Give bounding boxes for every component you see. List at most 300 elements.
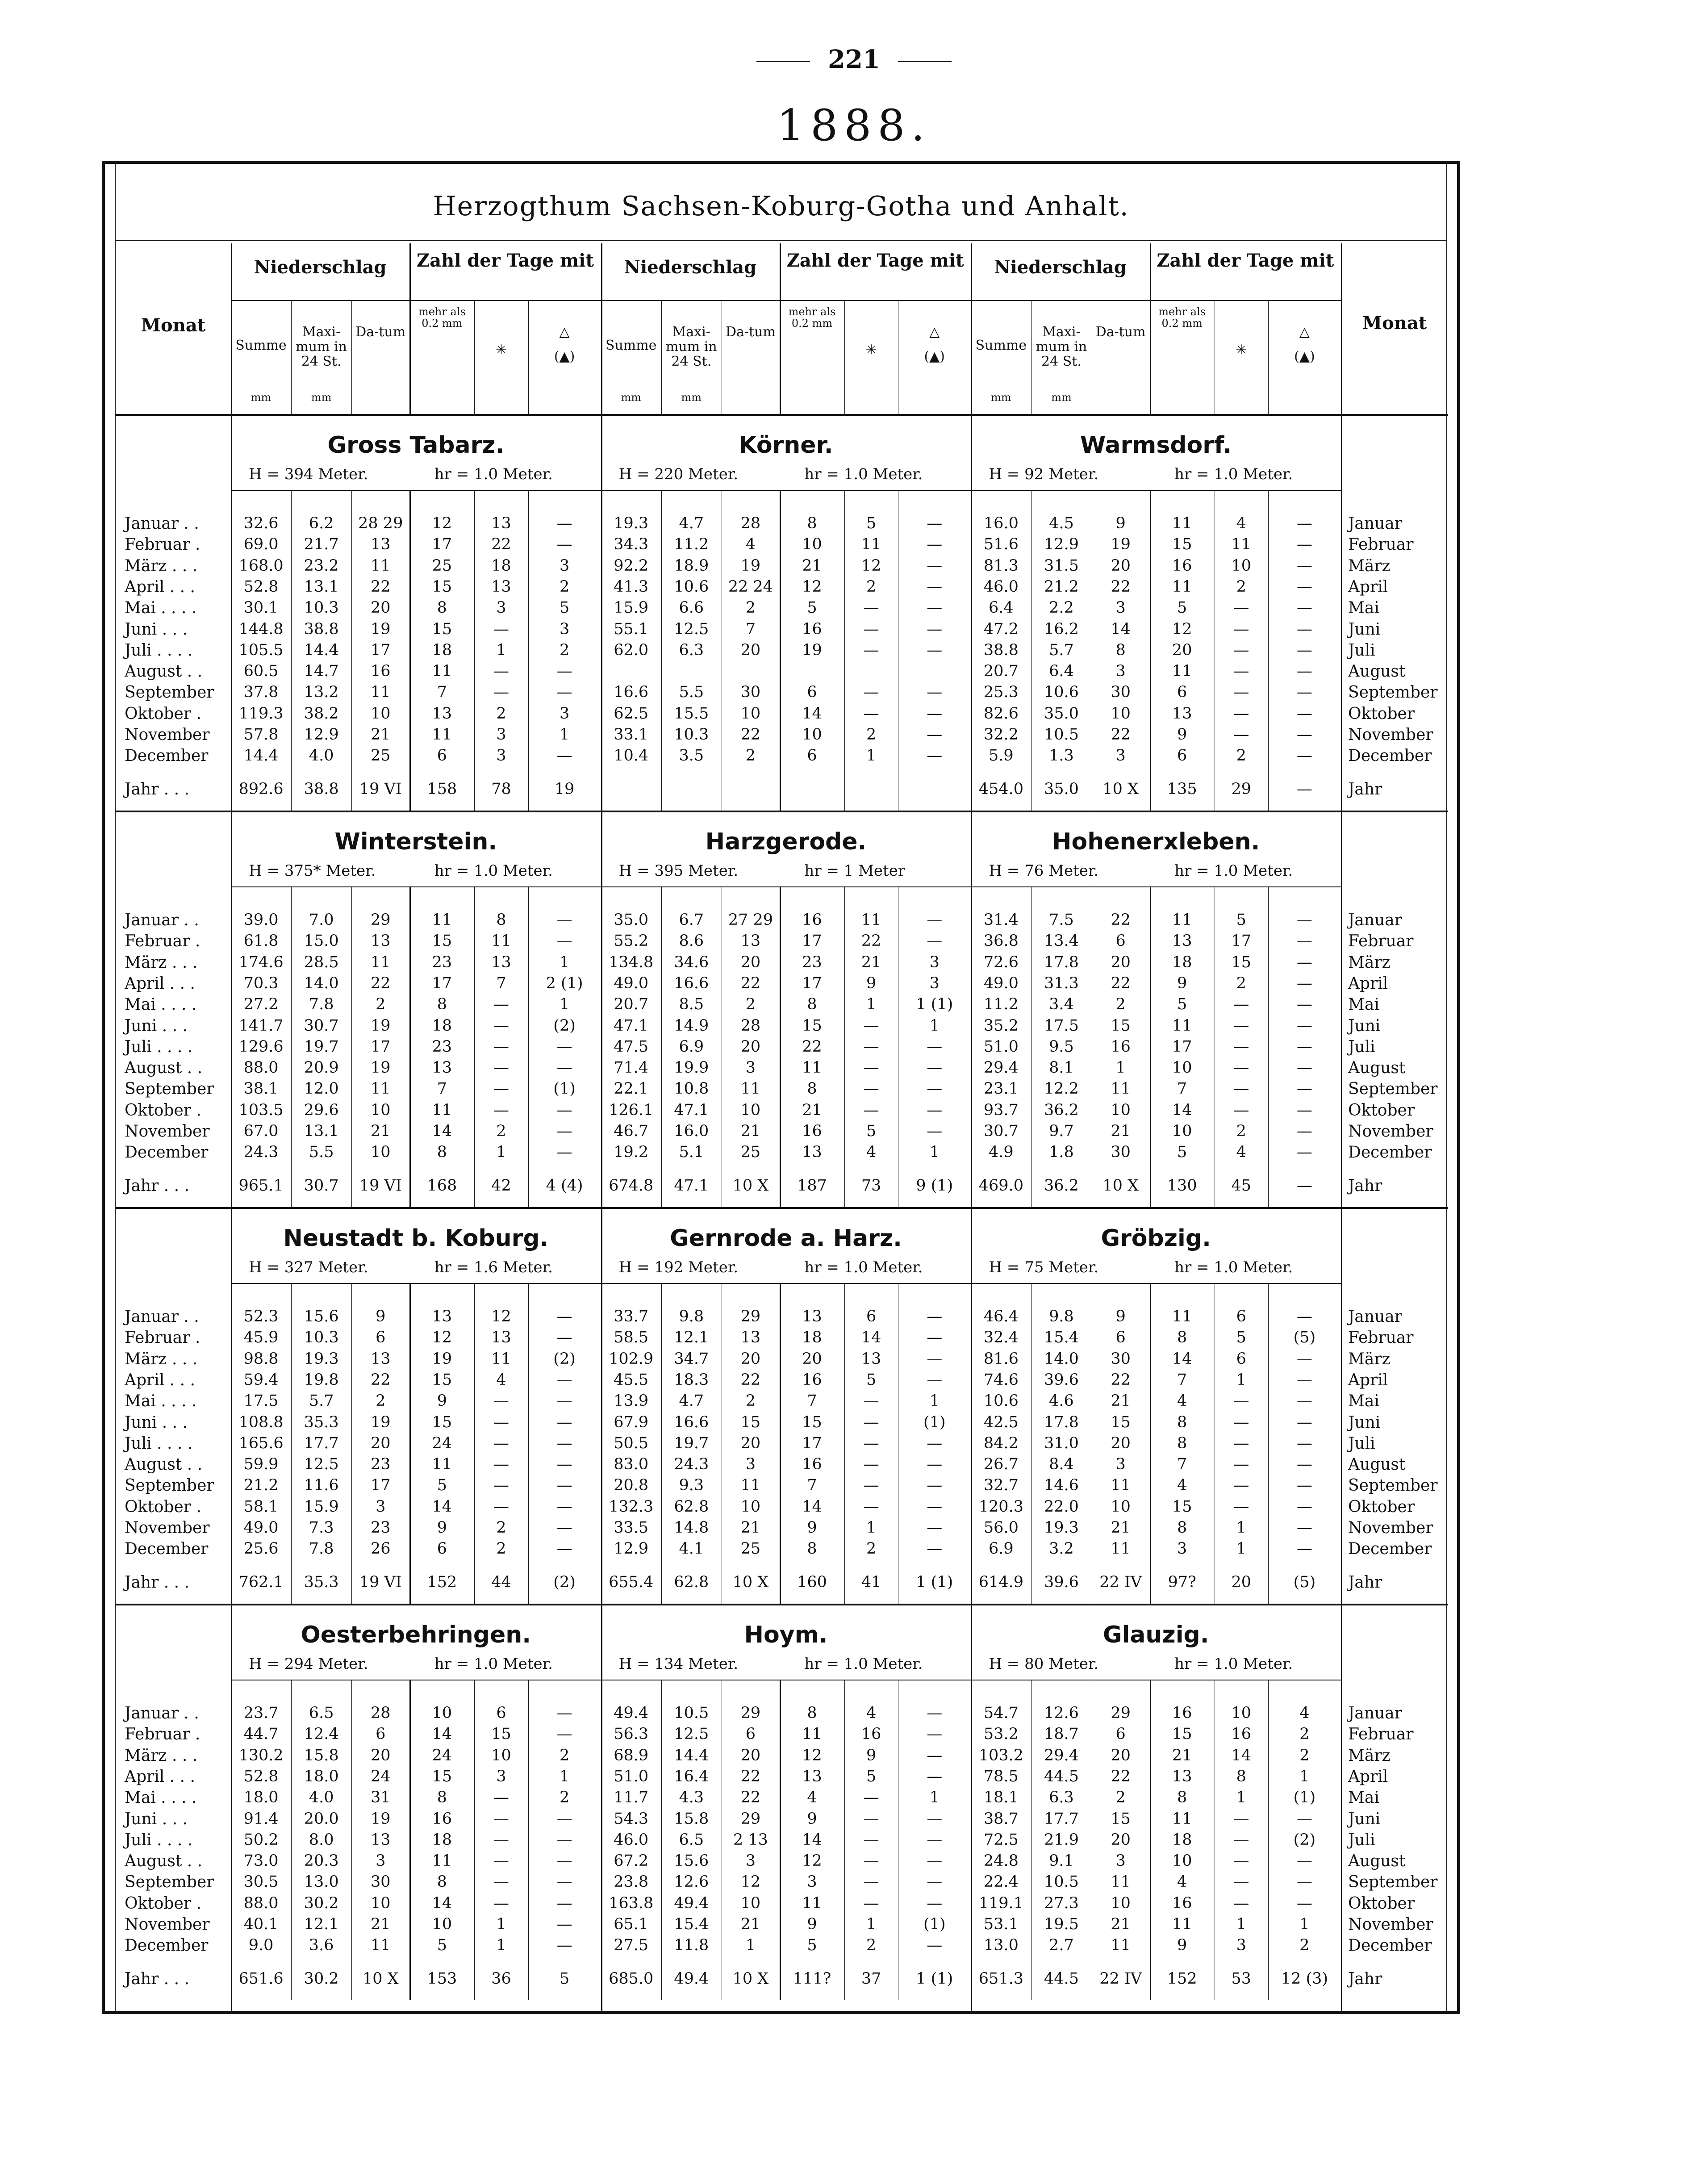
month-label-right: März [1348, 1746, 1391, 1765]
table-cell: 98.8 [243, 1350, 279, 1368]
table-cell: 10 [1231, 556, 1252, 575]
month-label-left: April . . . [125, 974, 195, 993]
table-cell: 3 [1115, 662, 1126, 681]
table-cell: 15 [1231, 953, 1252, 971]
table-cell: 24 [432, 1746, 452, 1764]
month-label-left: Januar . . [125, 911, 199, 929]
table-cell: 10 [432, 1915, 452, 1933]
table-cell: 60.5 [243, 662, 279, 681]
table-cell: 10 [370, 1143, 391, 1162]
unit-mm: mm [311, 391, 332, 404]
month-label-right: Februar [1348, 535, 1414, 554]
table-cell: 15.0 [304, 932, 339, 950]
table-cell: 2 [866, 726, 877, 744]
table-cell: — [1296, 1476, 1312, 1495]
table-cell: 119.1 [978, 1894, 1023, 1912]
table-cell: 11 [802, 1894, 822, 1912]
table-cell: 3 [745, 1852, 756, 1870]
table-cell: 12 [491, 1308, 511, 1325]
jahr-cell: 19 VI [359, 1573, 402, 1591]
table-cell: 12.5 [674, 620, 709, 638]
table-cell: 9.7 [1049, 1122, 1074, 1140]
table-cell: 1 [559, 995, 570, 1014]
table-cell: 15.9 [614, 599, 649, 617]
jahr-cell: 152 [1167, 1970, 1197, 1988]
table-cell: — [1233, 995, 1249, 1014]
table-cell: — [927, 1371, 943, 1389]
jahr-cell: 44.5 [1044, 1970, 1079, 1988]
table-cell: 4.0 [309, 747, 334, 765]
table-cell: 20 [1111, 1746, 1131, 1764]
table-cell: 14 [432, 1497, 452, 1516]
table-cell: 25.3 [983, 683, 1019, 702]
table-cell: 21 [1172, 1746, 1192, 1764]
table-cell: 49.0 [983, 974, 1019, 992]
table-cell: 47.1 [614, 1016, 649, 1035]
table-cell: — [1296, 1392, 1312, 1410]
table-cell: 2 [559, 1789, 570, 1807]
table-cell: 28 [740, 514, 761, 532]
table-cell: 10 [740, 1497, 761, 1516]
jahr-cell: — [1296, 1177, 1312, 1195]
table-cell: 8 [437, 1143, 447, 1162]
table-cell: 11 [370, 1936, 391, 1955]
table-cell: 20.7 [983, 662, 1019, 681]
table-cell: 5 [1236, 1329, 1246, 1347]
table-cell: 8 [437, 995, 447, 1014]
table-cell: 30 [740, 683, 761, 702]
table-cell: 59.4 [243, 1371, 279, 1389]
table-cell: 35.2 [983, 1016, 1019, 1035]
month-label-right: April [1348, 974, 1388, 993]
table-cell: — [493, 1497, 509, 1516]
table-cell: — [863, 1392, 879, 1410]
table-cell: 44.5 [1044, 1767, 1079, 1785]
table-cell: 25 [740, 1540, 761, 1558]
table-cell: 11 [1172, 1308, 1192, 1325]
table-cell: 2 [376, 995, 386, 1014]
table-cell: 11 [1172, 911, 1192, 929]
jahr-cell: 19 VI [359, 1177, 402, 1195]
table-cell: 22 [370, 577, 391, 596]
table-cell: 19.8 [304, 1371, 339, 1389]
table-cell: 25 [432, 556, 452, 575]
table-cell: 2 [1236, 577, 1246, 596]
table-cell: 30.7 [304, 1016, 339, 1035]
table-cell: 8.0 [309, 1831, 334, 1849]
table-cell: 11.6 [304, 1476, 339, 1495]
table-cell: — [1296, 662, 1312, 681]
table-cell: 7 [1177, 1371, 1187, 1389]
table-cell: 20 [1111, 953, 1131, 971]
table-cell: 6.7 [679, 911, 704, 929]
table-cell: 4 [1177, 1392, 1187, 1410]
table-cell: 2 13 [733, 1831, 768, 1849]
month-label-right: April [1348, 577, 1388, 596]
station-hr: hr = 1.0 Meter. [1174, 465, 1293, 483]
table-cell: 17.5 [1044, 1016, 1079, 1035]
month-label-left: April . . . [125, 1767, 195, 1786]
table-cell: — [1296, 1852, 1312, 1870]
table-cell: 9.8 [679, 1308, 704, 1325]
table-cell: 22 [802, 1037, 822, 1056]
table-cell: 27.5 [614, 1936, 649, 1955]
table-cell: 19 [370, 1059, 391, 1077]
month-label-right: August [1348, 662, 1406, 681]
table-cell: 20 [1111, 1831, 1131, 1849]
table-cell: — [927, 1725, 943, 1743]
table-cell: 16 [432, 1810, 452, 1828]
table-cell: 3 [929, 953, 940, 971]
snow-header: ✳ [865, 342, 877, 358]
hail-header: △ [1299, 324, 1310, 340]
table-cell: 5.1 [679, 1143, 704, 1162]
month-label-left: September [125, 1873, 214, 1892]
table-cell: 14.7 [304, 662, 339, 681]
year-heading: 1888. [777, 100, 931, 150]
jahr-cell: 22 IV [1099, 1573, 1142, 1591]
table-cell: 11 [370, 556, 391, 575]
table-cell: 8 [1177, 1789, 1187, 1807]
table-cell: 35.3 [304, 1413, 339, 1431]
station-sub-rule [601, 1283, 971, 1284]
table-cell: 72.6 [983, 953, 1019, 971]
zahl-der-tage-header: Zahl der Tage mit [1157, 250, 1334, 271]
table-cell: 7.8 [309, 1540, 334, 1558]
hail-paren: (▲) [554, 349, 575, 364]
table-cell: 1 [1236, 1915, 1246, 1933]
table-cell: 1 [866, 995, 877, 1014]
table-cell: — [1233, 704, 1249, 723]
table-cell: — [927, 514, 943, 532]
table-cell: 3 [496, 726, 506, 744]
table-cell: 14.9 [674, 1016, 709, 1035]
table-cell: (1) [923, 1413, 946, 1431]
table-cell: 6 [807, 683, 817, 702]
maximum-header: Maxi-mum in 24 St. [296, 324, 347, 369]
table-cell: 21 [370, 1915, 391, 1933]
month-label-left: December [125, 1936, 209, 1955]
table-cell: 38.7 [983, 1810, 1019, 1828]
table-cell: 11 [1111, 1936, 1131, 1955]
hail-paren: (▲) [1294, 349, 1315, 364]
table-cell: 22 [861, 932, 881, 950]
table-cell: — [556, 747, 572, 765]
table-cell: 11 [1172, 1915, 1192, 1933]
table-cell: 15.4 [1044, 1329, 1079, 1347]
table-cell: — [493, 1080, 509, 1098]
month-label-left: December [125, 1143, 209, 1162]
table-cell: 21 [740, 1519, 761, 1537]
jahr-cell: 37 [861, 1970, 881, 1988]
table-cell: — [556, 1101, 572, 1119]
table-cell: 1 [1299, 1767, 1310, 1785]
table-cell: 19.5 [1044, 1915, 1079, 1933]
table-cell: 7.3 [309, 1519, 334, 1537]
table-cell: 10.6 [674, 577, 709, 596]
table-cell: — [1296, 556, 1312, 575]
table-cell: — [1296, 1037, 1312, 1056]
table-cell: 4 [745, 535, 756, 554]
table-cell: 8.6 [679, 932, 704, 950]
jahr-cell: 97? [1168, 1573, 1196, 1591]
summe-header: Summe [605, 338, 657, 353]
table-cell: 20 [740, 1350, 761, 1368]
station-name: Gröbzig. [1101, 1225, 1211, 1252]
table-cell: 3.5 [679, 747, 704, 765]
table-cell: (2) [553, 1016, 576, 1035]
table-cell: — [1296, 577, 1312, 596]
station-name: Oesterbehringen. [301, 1622, 531, 1648]
unit-mm: mm [251, 391, 271, 404]
table-cell: 11 [491, 1350, 511, 1368]
table-cell: 6 [1115, 932, 1126, 950]
snow-header: ✳ [495, 342, 507, 358]
table-cell: 18 [1172, 953, 1192, 971]
table-cell: 11 [1231, 535, 1252, 554]
table-cell: 61.8 [243, 932, 279, 950]
table-cell: 17.7 [1044, 1810, 1079, 1828]
jahr-cell: 130 [1167, 1177, 1197, 1195]
table-cell: 6 [437, 747, 447, 765]
table-cell: — [1233, 683, 1249, 702]
hail-header: △ [929, 324, 940, 340]
table-cell: 2 [1236, 747, 1246, 765]
month-label-left: Mai . . . . [125, 599, 197, 618]
jahr-cell: 45 [1231, 1177, 1252, 1195]
station-sub-rule [231, 490, 601, 491]
table-cell: 1 [929, 1143, 940, 1162]
jahr-cell: 168 [427, 1177, 457, 1195]
table-cell: 15 [432, 620, 452, 638]
jahr-cell: 29 [1231, 780, 1252, 798]
table-cell: — [927, 1540, 943, 1558]
jahr-cell: 614.9 [978, 1573, 1023, 1591]
table-cell: — [493, 1810, 509, 1828]
table-cell: — [1296, 1810, 1312, 1828]
table-cell: 9 [807, 1519, 817, 1537]
table-cell: 2 [496, 1540, 506, 1558]
table-cell: — [1296, 747, 1312, 765]
table-cell: 67.2 [614, 1852, 649, 1870]
table-cell: 36.8 [983, 932, 1019, 950]
table-cell: 51.0 [614, 1767, 649, 1785]
table-cell: — [1296, 911, 1312, 929]
table-cell: — [927, 1852, 943, 1870]
jahr-cell: 10 X [1102, 780, 1139, 798]
table-cell: 20 [1172, 641, 1192, 659]
station-hr: hr = 1.0 Meter. [1174, 1655, 1293, 1673]
table-cell: 27 29 [728, 911, 773, 929]
month-label-left: November [125, 1915, 210, 1934]
table-cell: 81.6 [983, 1350, 1019, 1368]
table-cell: 6.6 [679, 599, 704, 617]
unit-mm: mm [621, 391, 641, 404]
table-cell: 23.2 [304, 556, 339, 575]
table-cell: 10 [370, 704, 391, 723]
station-sub-rule [601, 490, 971, 491]
table-cell: — [1296, 953, 1312, 971]
month-label-right: December [1348, 1540, 1432, 1559]
jahr-cell: 9 (1) [916, 1177, 953, 1195]
table-cell: 18 [491, 556, 511, 575]
table-cell: 7 [807, 1476, 817, 1495]
station-hr: hr = 1.6 Meter. [434, 1258, 553, 1276]
table-cell: 21 [1111, 1122, 1131, 1140]
station-name: Warmsdorf. [1080, 432, 1232, 459]
station-height: H = 375* Meter. [249, 862, 376, 880]
table-cell: — [1233, 1434, 1249, 1452]
table-cell: 4 [866, 1143, 877, 1162]
table-cell: — [556, 1434, 572, 1452]
table-cell: 14 [1231, 1746, 1252, 1764]
station-hr: hr = 1.0 Meter. [434, 862, 553, 880]
table-cell: 105.5 [238, 641, 284, 659]
table-cell: 24.8 [983, 1852, 1019, 1870]
station-name: Körner. [739, 432, 833, 459]
table-cell: 11.8 [674, 1936, 709, 1955]
table-cell: 13 [432, 1308, 452, 1325]
table-cell: 7 [807, 1392, 817, 1410]
table-cell: 10 [802, 535, 822, 554]
table-cell: 19.9 [674, 1059, 709, 1077]
station-hr: hr = 1.0 Meter. [804, 465, 923, 483]
header-bottom-rule [116, 414, 1448, 416]
table-cell: 22 [1111, 974, 1131, 992]
table-cell: 5.5 [679, 683, 704, 702]
table-cell: 22 [740, 1371, 761, 1389]
table-cell: 22 24 [728, 577, 773, 596]
table-cell: 6.9 [989, 1540, 1014, 1558]
table-cell: 16 [802, 620, 822, 638]
jahr-cell: — [1296, 780, 1312, 798]
table-cell: 6 [437, 1540, 447, 1558]
jahr-cell: 685.0 [609, 1970, 654, 1988]
table-cell: 11 [1111, 1540, 1131, 1558]
table-cell: 16 [1172, 1704, 1192, 1722]
table-cell: 27.3 [1044, 1894, 1079, 1912]
table-cell: 5 [1177, 599, 1187, 617]
table-cell: — [1296, 726, 1312, 744]
title-rule [116, 240, 1446, 241]
table-cell: — [556, 1122, 572, 1140]
table-cell: 15.5 [674, 704, 709, 723]
station-sub-rule [971, 1283, 1341, 1284]
table-cell: — [1233, 1413, 1249, 1431]
jahr-cell: 35.0 [1044, 780, 1079, 798]
table-cell: — [927, 1434, 943, 1452]
month-label-right: Februar [1348, 932, 1414, 951]
table-cell: 22 [370, 974, 391, 992]
table-cell: — [1296, 1308, 1312, 1325]
table-cell: 2 [866, 577, 877, 596]
station-name: Harzgerode. [705, 828, 867, 855]
table-cell: 27.2 [243, 995, 279, 1014]
table-cell: — [1233, 599, 1249, 617]
table-cell: 47.2 [983, 620, 1019, 638]
table-cell: 13 [432, 1059, 452, 1077]
month-label-right: Mai [1348, 1392, 1379, 1411]
table-cell: — [493, 1873, 509, 1891]
unit-mm: mm [681, 391, 702, 404]
table-cell: 4 [1236, 514, 1246, 532]
table-cell: 88.0 [243, 1894, 279, 1912]
jahr-cell: 111? [793, 1970, 831, 1988]
table-cell: 6.9 [679, 1037, 704, 1056]
station-name: Hohenerxleben. [1052, 828, 1260, 855]
table-cell: 30 [1111, 1143, 1131, 1162]
table-cell: 59.9 [243, 1455, 279, 1474]
table-cell: 2.2 [1049, 599, 1074, 617]
table-cell: 10.5 [1044, 726, 1079, 744]
table-cell: — [1233, 1037, 1249, 1056]
month-label-left: Februar . [125, 1329, 200, 1347]
month-label-right: September [1348, 1873, 1438, 1892]
table-cell: (1) [923, 1915, 946, 1933]
table-cell: 15.4 [674, 1915, 709, 1933]
table-cell: 12.6 [1044, 1704, 1079, 1722]
table-cell: 11 [370, 953, 391, 971]
table-cell: 8 [437, 1789, 447, 1807]
table-cell: 62.0 [614, 641, 649, 659]
table-cell: 11 [1111, 1873, 1131, 1891]
table-cell: — [493, 1392, 509, 1410]
jahr-cell: 30.7 [304, 1177, 339, 1195]
table-cell: 1 [866, 747, 877, 765]
table-cell: — [927, 535, 943, 554]
table-cell: 32.4 [983, 1329, 1019, 1347]
month-label-left: Juli . . . . [125, 641, 193, 660]
table-cell: 33.5 [614, 1519, 649, 1537]
month-label-left: Oktober . [125, 1497, 201, 1516]
table-cell: 1 [745, 1936, 756, 1955]
table-cell: 29 [740, 1704, 761, 1722]
table-cell: 6 [1236, 1350, 1246, 1368]
table-cell: 8 [1236, 1767, 1246, 1785]
table-cell: 9 [376, 1308, 386, 1325]
table-cell: 20.8 [614, 1476, 649, 1495]
table-cell: — [863, 1037, 879, 1056]
table-cell: 2 [866, 1540, 877, 1558]
table-cell: 8 [807, 1704, 817, 1722]
month-label-left: Oktober . [125, 1101, 201, 1120]
table-cell: 7 [437, 1080, 447, 1098]
table-cell: — [1296, 1434, 1312, 1452]
table-cell: 21 [740, 1915, 761, 1933]
station-hr: hr = 1.0 Meter. [1174, 1258, 1293, 1276]
table-cell: 65.1 [614, 1915, 649, 1933]
table-cell: 132.3 [609, 1497, 654, 1516]
table-cell: — [493, 662, 509, 681]
table-cell: 10 [370, 1894, 391, 1912]
table-cell: 13 [432, 704, 452, 723]
table-cell: 62.8 [674, 1497, 709, 1516]
table-cell: — [927, 1308, 943, 1325]
table-cell: 10 [1111, 1497, 1131, 1516]
table-cell: 19.3 [614, 514, 649, 532]
table-cell: 10.3 [304, 1329, 339, 1347]
table-cell: 24 [370, 1767, 391, 1785]
table-cell: 11 [432, 1852, 452, 1870]
table-cell: 20 [740, 953, 761, 971]
table-cell: 15 [432, 1371, 452, 1389]
table-cell: — [556, 1413, 572, 1431]
table-cell: 7 [745, 620, 756, 638]
station-height: H = 92 Meter. [989, 465, 1099, 483]
table-cell: 20.3 [304, 1852, 339, 1870]
jahr-cell: (2) [553, 1573, 576, 1591]
table-cell: 30 [370, 1873, 391, 1891]
